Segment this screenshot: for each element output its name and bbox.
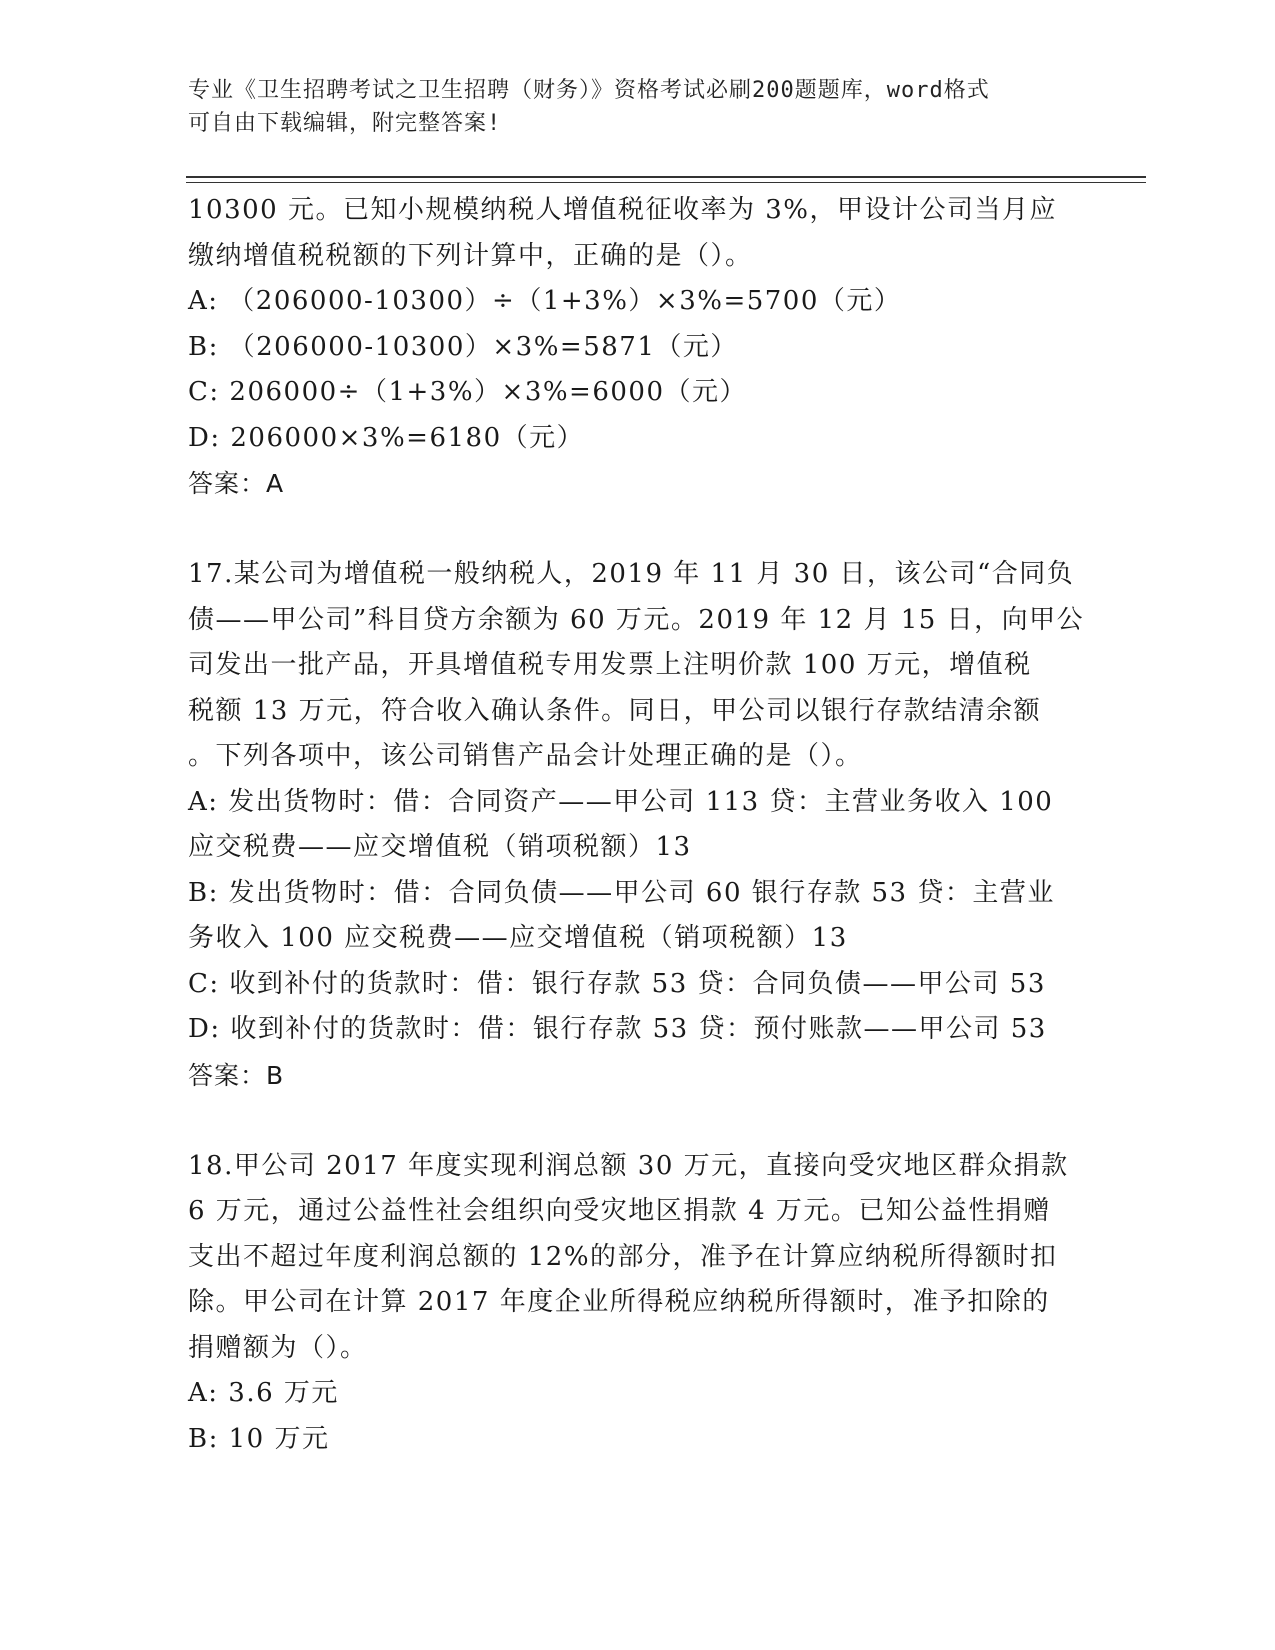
question-stem-line: 17.某公司为增值税一般纳税人，2019 年 11 月 30 日，该公司“合同负 [188, 559, 1075, 589]
option-b: B: 发出货物时：借：合同负债——甲公司 60 银行存款 53 贷：主营业 [188, 877, 1055, 908]
question-stem-line: 税额 13 万元，符合收入确认条件。同日，甲公司以银行存款结清余额 [188, 695, 1042, 726]
question-stem-line: 。下列各项中，该公司销售产品会计处理正确的是（）。 [188, 741, 863, 771]
document-body [188, 188, 1088, 1462]
header-divider-thick [186, 176, 1146, 178]
question-spacer [188, 507, 1088, 553]
question-stem-line: 债——甲公司”科目贷方余额为 60 万元。2019 年 12 月 15 日，向甲公 [188, 604, 1085, 635]
option-c: C: 收到补付的货款时：借：银行存款 53 贷：合同负债——甲公司 53 [188, 968, 1046, 999]
question-18 [188, 1144, 1088, 1463]
option-b: B: 10 万元 [188, 1423, 330, 1454]
option-a: A: 发出货物时：借：合同资产——甲公司 113 贷：主营业务收入 100 [188, 786, 1054, 817]
option-a: A: （206000-10300）÷（1+3%）×3%=5700（元） [188, 286, 902, 316]
question-stem-line: 18.甲公司 2017 年度实现利润总额 30 万元，直接向受灾地区群众捐款 [188, 1150, 1069, 1181]
header-divider-thin [186, 182, 1146, 183]
question-stem-line: 支出不超过年度利润总额的 12%的部分，准予在计算应纳税所得额时扣 [188, 1241, 1058, 1272]
option-c: C: 206000÷（1+3%）×3%=6000（元） [188, 377, 748, 407]
option-b: B: （206000-10300）×3%=5871（元） [188, 331, 738, 362]
question-stem-line: 司发出一批产品，开具增值税专用发票上注明价款 100 万元，增值税 [188, 650, 1032, 680]
question-17 [188, 552, 1088, 1098]
question-stem-line: 捐赠额为（）。 [188, 1332, 368, 1363]
question-stem-line: 6 万元，通过公益性社会组织向受灾地区捐款 4 万元。已知公益性捐赠 [188, 1196, 1051, 1226]
question-16 [188, 188, 1088, 507]
option-a-continued: 应交税费——应交增值税（销项税额）13 [188, 832, 692, 862]
answer: 答案：A [188, 469, 285, 498]
option-d: D: 收到补付的货款时：借：银行存款 53 贷：预付账款——甲公司 53 [188, 1014, 1047, 1044]
document-header [188, 74, 1068, 140]
answer: 答案：B [188, 1060, 285, 1090]
option-d: D: 206000×3%=6180（元） [188, 422, 585, 453]
question-spacer [188, 1098, 1088, 1144]
question-stem-line: 除。甲公司在计算 2017 年度企业所得税应纳税所得额时，准予扣除的 [188, 1287, 1050, 1317]
option-a: A: 3.6 万元 [188, 1378, 339, 1408]
header-title-line-2: 可自由下载编辑，附完整答案! [188, 111, 502, 136]
header-title-line-1: 专业《卫生招聘考试之卫生招聘（财务）》资格考试必刷200题题库，word格式 [188, 78, 990, 103]
question-stem-line: 10300 元。已知小规模纳税人增值税征收率为 3%，甲设计公司当月应 [188, 195, 1057, 225]
option-b-continued: 务收入 100 应交税费——应交增值税（销项税额）13 [188, 923, 848, 953]
question-stem-line: 缴纳增值税税额的下列计算中，正确的是（）。 [188, 240, 753, 271]
